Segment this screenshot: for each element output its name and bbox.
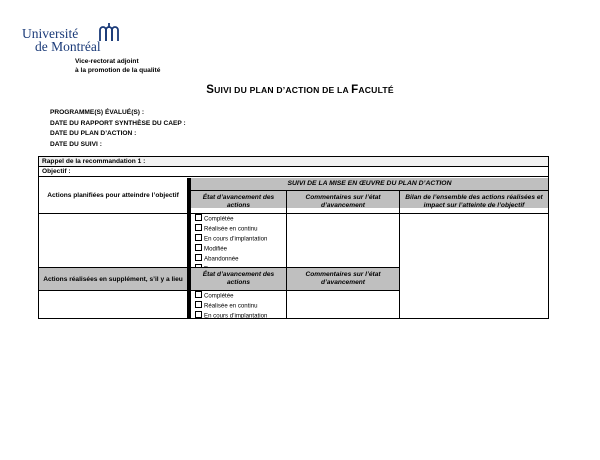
checkbox-icon[interactable] <box>195 244 202 251</box>
thick-divider <box>187 178 191 319</box>
title-rest2: ACULTÉ <box>358 85 394 95</box>
field-date-plan: DATE DU PLAN D’ACTION : <box>50 130 137 137</box>
divider <box>39 213 548 214</box>
checkbox-icon[interactable] <box>195 214 202 221</box>
col-etat-header: État d’avancement des actions <box>202 194 275 209</box>
header-fields <box>50 108 186 150</box>
checkbox-icon[interactable] <box>195 311 202 318</box>
etat-options-2 <box>191 291 286 321</box>
option-item[interactable]: En cours d’implantation <box>195 311 286 321</box>
divider <box>399 190 400 319</box>
title-cap1: S <box>206 84 215 96</box>
etat-options-1 <box>191 214 286 273</box>
suivi-header: SUIVI DE LA MISE EN ŒUVRE DU PLAN D’ACTION <box>287 180 452 187</box>
option-item[interactable]: Modifiée <box>195 244 286 254</box>
actions-planifiees-label: Actions planifiées pour atteindre l’objectif <box>47 192 179 199</box>
universite-logo <box>22 22 132 54</box>
suivi-table <box>38 156 549 319</box>
divider <box>191 190 548 191</box>
divider <box>39 290 399 291</box>
col-etat-header-2: État d’avancement des actions <box>202 271 275 286</box>
option-item[interactable]: Réalisée en continu <box>195 301 286 311</box>
title-rest1: UIVI DU PLAN D’ACTION DE LA <box>214 85 352 95</box>
checkbox-icon[interactable] <box>195 234 202 241</box>
option-item[interactable]: Abandonnée <box>195 254 286 264</box>
logo-mark-icon <box>98 22 120 42</box>
logo-line1: Université <box>22 26 79 41</box>
title-cap2: F <box>351 84 359 96</box>
logo-line2: de Montréal <box>35 39 101 54</box>
col-bilan-header: Bilan de l’ensemble des actions réalisées et impact sur l’atteinte de l’objectif <box>405 194 543 209</box>
checkbox-icon[interactable] <box>195 224 202 231</box>
department-block <box>75 57 160 75</box>
field-programmes: PROGRAMME(S) ÉVALUÉ(S) : <box>50 109 145 116</box>
dept-line2: à la promotion de la qualité <box>75 67 161 74</box>
objectif-row: Objectif : <box>39 167 548 177</box>
field-date-suivi: DATE DU SUIVI : <box>50 140 102 148</box>
option-item[interactable]: En cours d’implantation <box>195 234 286 244</box>
option-item[interactable]: Complétée <box>195 214 286 224</box>
page-title <box>0 84 600 96</box>
field-date-rapport: DATE DU RAPPORT SYNTHÈSE DU CAEP : <box>50 119 186 127</box>
option-item[interactable]: Réalisée en continu <box>195 224 286 234</box>
divider <box>39 267 399 268</box>
col-commentaires-header: Commentaires sur l’état d’avancement <box>305 194 381 209</box>
dept-line1: Vice-rectorat adjoint <box>75 58 139 65</box>
checkbox-icon[interactable] <box>195 254 202 261</box>
col-commentaires-header-2: Commentaires sur l’état d’avancement <box>305 271 381 286</box>
checkbox-icon[interactable] <box>195 301 202 308</box>
divider <box>286 190 287 319</box>
option-item[interactable]: Complétée <box>195 291 286 301</box>
rappel-row: Rappel de la recommandation 1 : <box>39 157 548 167</box>
actions-supp-label: Actions réalisées en supplément, s’il y a lieu <box>43 275 183 283</box>
checkbox-icon[interactable] <box>195 291 202 298</box>
